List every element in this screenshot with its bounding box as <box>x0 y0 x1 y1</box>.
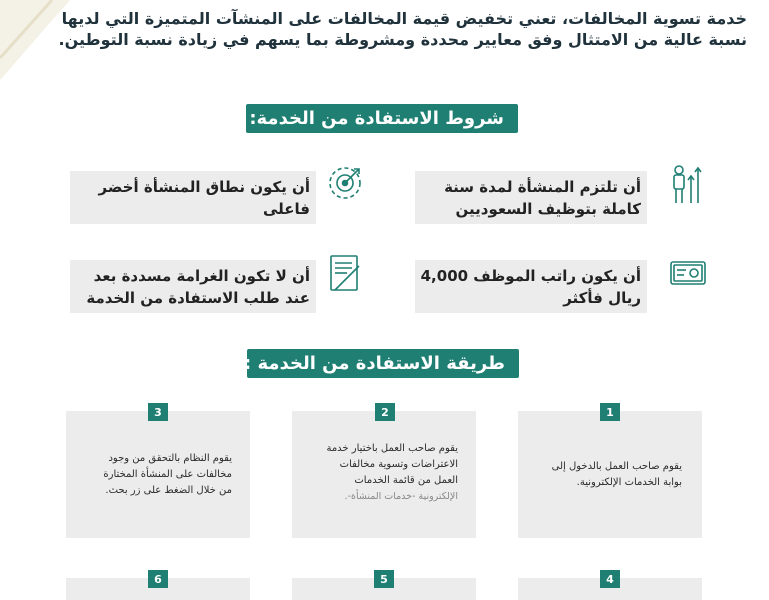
step-3-line-3: من خلال الضغط على زر بحث. <box>105 485 232 496</box>
condition-3-line-1: أن يكون راتب الموظف 4,000 <box>420 266 641 285</box>
step-number: 4 <box>600 570 620 588</box>
condition-2-line-1: أن يكون نطاق المنشأة أخضر <box>98 177 310 196</box>
step-2-line-3: العمل من قائمة الخدمات <box>354 475 458 486</box>
condition-1-line-2: كاملة بتوظيف السعوديين <box>455 199 641 218</box>
step-number: 5 <box>374 570 394 588</box>
step-card-6 <box>66 572 250 600</box>
intro-paragraph <box>47 8 747 50</box>
condition-card-saudization <box>415 171 647 224</box>
step-3-line-1: يقوم النظام بالتحقق من وجود <box>108 453 232 464</box>
step-3-line-2: مخالفات على المنشأة المختارة <box>103 469 232 480</box>
salary-card-icon <box>668 252 708 292</box>
document-pen-icon <box>325 252 365 292</box>
step-2-line-2: الاعتراضات وتسوية مخالفات <box>339 459 458 470</box>
step-1-line-2: بوابة الخدمات الإلكترونية. <box>576 477 682 488</box>
step-card-4 <box>518 572 702 600</box>
condition-card-fine-unpaid <box>70 260 316 313</box>
condition-3-line-2: ريال فأكثر <box>563 288 641 307</box>
method-title: طريقة الاستفادة من الخدمة : <box>247 349 519 378</box>
step-number: 2 <box>375 403 395 421</box>
step-2-line-4: الإلكترونية -خدمات المنشأة-. <box>344 491 458 502</box>
condition-1-line-1: أن تلتزم المنشأة لمدة سنة <box>444 177 641 196</box>
intro-line-2: نسبة عالية من الامتثال وفق معايير محددة ومشروطة بما يسهم في زيادة نسبة التوطين. <box>58 30 747 49</box>
workers-growth-icon <box>665 163 705 203</box>
condition-card-salary <box>415 260 647 313</box>
condition-2-line-2: فاعلى <box>263 199 310 218</box>
step-number: 6 <box>148 570 168 588</box>
condition-card-green-range <box>70 171 316 224</box>
condition-4-line-2: عند طلب الاستفادة من الخدمة <box>86 288 310 307</box>
target-icon <box>325 163 365 203</box>
intro-line-1: خدمة تسوية المخالفات، تعني تخفيض قيمة المخالفات على المنشآت المتميزة التي لديها <box>61 9 747 28</box>
step-card-1 <box>518 405 702 538</box>
step-2-line-1: يقوم صاحب العمل باختيار خدمة <box>326 443 458 454</box>
step-number: 3 <box>148 403 168 421</box>
step-card-5 <box>292 572 476 600</box>
step-number: 1 <box>600 403 620 421</box>
step-card-2 <box>292 405 476 538</box>
condition-4-line-1: أن لا تكون الغرامة مسددة بعد <box>93 266 310 285</box>
step-1-line-1: يقوم صاحب العمل بالدخول إلى <box>551 461 682 472</box>
step-card-3 <box>66 405 250 538</box>
conditions-title: شروط الاستفادة من الخدمة: <box>246 104 518 133</box>
